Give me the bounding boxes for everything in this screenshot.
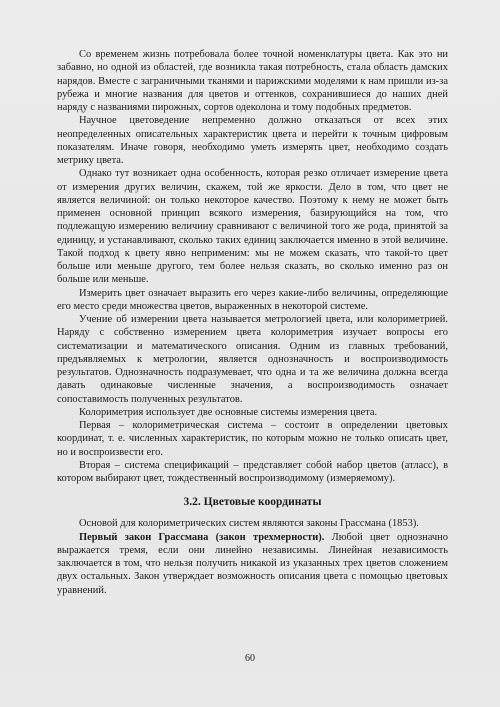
paragraph: Измерить цвет означает выразить его через какие-либо величины, определяющие его место среди множества цветов, выраженных в некоторой системе.	[57, 287, 448, 312]
paragraph: Со временем жизнь потребовала более точной номенклатуры цвета. Как это ни забавно, но одной из областей, где возникла такая потребность, стала область дамских нарядов. Вместе с заграничными тканями и парижскими моделями к нам пришли из-за рубежа и многие названия для цветов и оттенков, сохранившиеся до наших дней наряду с названиями пирожных, сортов одеколона и тому подобных предметов.	[57, 49, 448, 113]
paragraph: Основой для колориметрических систем являются законы Грассмана (1853).	[79, 518, 419, 530]
paragraph: Колориметрия использует две основные системы измерения цвета.	[79, 406, 378, 418]
paragraph: Первая – колориметрическая система – состоит в определении цветовых координат, т. е. численных характеристик, по которым можно не только описать цвет, но и воспроизвести его.	[57, 420, 448, 458]
law-text: Любой цвет однозначно выражается тремя, если они линейно независимы. Линейная независимость заключается в том, что нельзя получить никакой из указанных трех цветов сложением двух остальных. Закон утверждает возможность описания цвета с помощью цветовых уравнений.	[57, 531, 448, 596]
page-number: 60	[245, 653, 255, 664]
paragraph: Учение об измерении цвета называется метрологией цвета, или колориметрией. Наряду с собственно измерением цвета колориметрия изучает вопросы его систематизации и математического описания. Одним из главных требований, предъявляемых к метрологии, является однозначность и воспроизводимость результатов. Однозначность подразумевает, что одна и та же величина должна всегда давать одинаковые численные значения, а воспроизводимость означает сопоставимость полученных результатов.	[57, 314, 448, 405]
paragraph: Однако тут возникает одна особенность, которая резко отличает измерение цвета от измерения других величин, скажем, той же яркости. Дело в том, что цвет не является величиной: он только некоторое качество. Поэтому к нему не может быть применен основной принцип всякого измерения, базирующийся на том, что подлежащую измерению величину сравнивают с величиной того же рода, принятой за единицу, и устанавливают, сколько таких единиц заключается именно в этой величине. Такой подход к цвету явно неприменим: мы не можем сказать, что такой-то цвет больше или меньше другого, тем более нельзя сказать, во сколько именно раз он больше или меньше.	[57, 168, 448, 286]
law-title: Первый закон Грассмана (закон трехмерности).	[79, 531, 325, 543]
law-paragraph	[57, 531, 448, 597]
paragraph: Вторая – система спецификаций – представляет собой набор цветов (атласс), в котором выбирают цвет, тождественный воспроизводимому (измеряемому).	[57, 459, 448, 484]
page-body	[57, 48, 448, 597]
section-title: 3.2. Цветовые координаты	[183, 496, 322, 509]
paragraph: Научное цветоведение непременно должно отказаться от всех этих неопределенных описательных характеристик цвета и перейти к точным цифровым показателям. Иначе говоря, необходимо уметь измерять цвет, необходимо создать метрику цвета.	[57, 115, 448, 166]
